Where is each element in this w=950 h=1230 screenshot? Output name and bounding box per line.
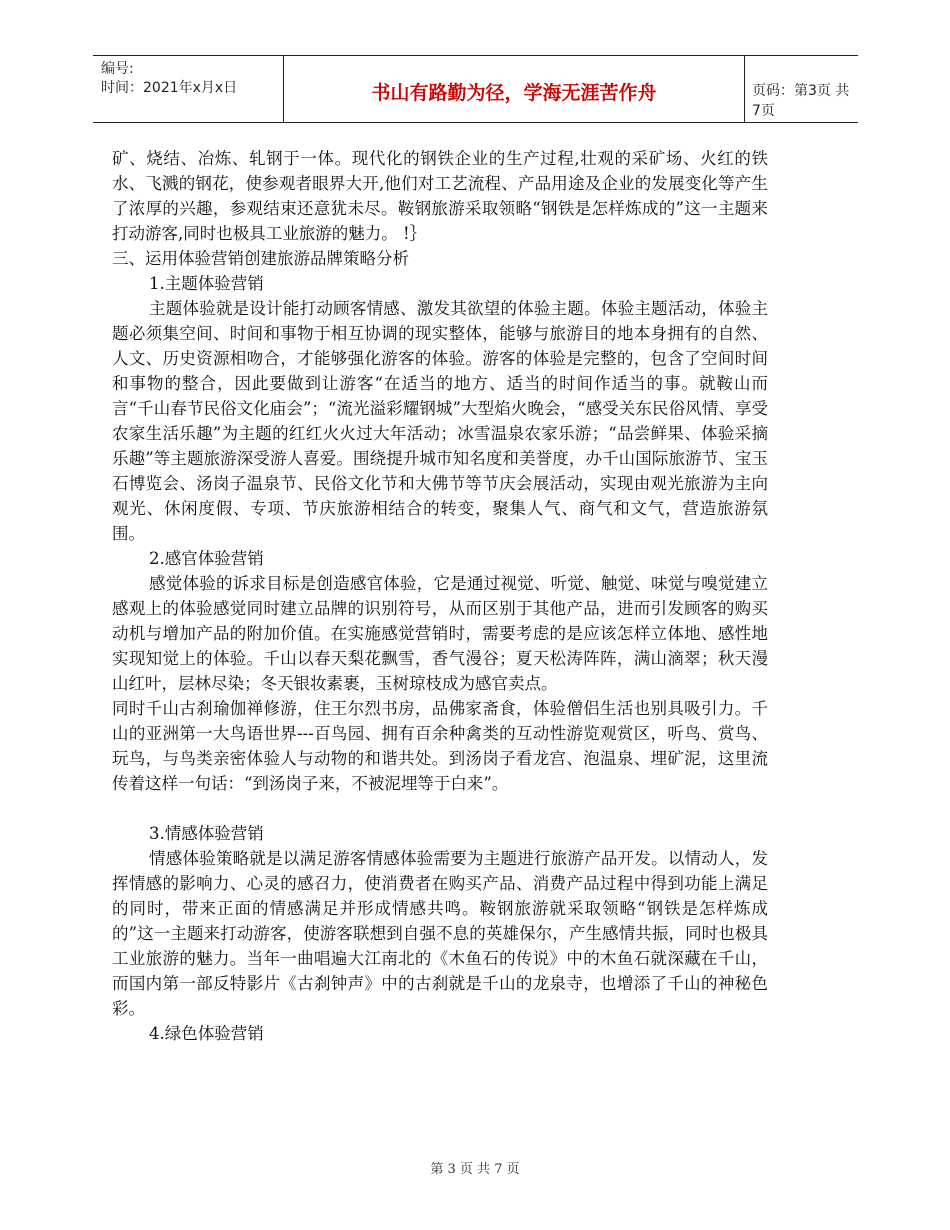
- subheading-green-experience: 4.绿色体验营销: [149, 1024, 264, 1043]
- page-footer: 第 3 页 共 7 页: [430, 1162, 520, 1177]
- paragraph-intro: 矿、烧结、冶炼、轧钢于一体。现代化的钢铁企业的生产过程,壮观的采矿场、火红的铁水、飞溅的钢花，使参观者眼界大开,他们对工艺流程、产品用途及企业的发展变化等产生了浓厚的兴趣，参观结束还意犹未尽。鞍钢旅游采取领略“钢铁是怎样炼成的”这一主题来打动游客,同时也极具工业旅游的魅力。 !｝: [112, 149, 768, 243]
- paragraph-sensory-experience: 感觉体验的诉求目标是创造感官体验，它是通过视觉、听觉、触觉、味觉与嗅觉建立感观上的体验感觉同时建立品牌的识别符号，从而区别于其他产品，进而引发顾客的购买动机与增加产品的附加价值。在实施感觉营销时，需要考虑的是应该怎样立体地、感性地实现知觉上的体验。千山以春天梨花飘雪，香气漫谷；夏天松涛阵阵，满山滴翠；秋天漫山红叶，层林尽染；冬天银妆素裹，玉树琼枝成为感官卖点。: [112, 574, 768, 693]
- header-page-number: 页码：第3页 共7页: [752, 83, 850, 119]
- subheading-sensory-experience: 2.感官体验营销: [149, 549, 264, 568]
- document-body: [112, 146, 768, 1046]
- header-meta-cell: [93, 56, 283, 122]
- paragraph-qianshan-temple: 同时千山古刹瑜伽禅修游，住王尔烈书房，品佛家斋食，体验僧侣生活也别具吸引力。千山的亚洲第一大鸟语世界---百鸟园、拥有百余种禽类的互动性游览观赏区，听鸟、赏鸟、玩鸟，与鸟类亲密体验人与动物的和谐共处。到汤岗子看龙宫、泡温泉、埋矿泥，这里流传着这样一句话：“到汤岗子来，不被泥埋等于白来”。: [112, 699, 768, 793]
- paragraph-emotional-experience: 情感体验策略就是以满足游客情感体验需要为主题进行旅游产品开发。以情动人，发挥情感的影响力、心灵的感召力，使消费者在购买产品、消费产品过程中得到功能上满足的同时，带来正面的情感满足并形成情感共鸣。鞍钢旅游就采取领略“钢铁是怎样炼成的”这一主题来打动游客，使游客联想到自强不息的英雄保尔，产生感情共振，同时也极具工业旅游的魅力。当年一曲唱遍大江南北的《木鱼石的传说》中的木鱼石就深藏在千山，而国内第一部反特影片《古刹钟声》中的古刹就是千山的龙泉寺，也增添了千山的神秘色彩。: [112, 849, 768, 1018]
- subheading-emotional-experience: 3.情感体验营销: [149, 824, 264, 843]
- paragraph-gap: [112, 796, 768, 821]
- section-heading: 三、运用体验营销创建旅游品牌策略分析: [112, 249, 409, 268]
- header-motto: 书山有路勤为径，学海无涯苦作舟: [371, 82, 657, 104]
- header-page-cell: [744, 56, 858, 122]
- header-motto-cell: [283, 56, 745, 122]
- subheading-theme-experience: 1.主题体验营销: [149, 274, 264, 293]
- document-number-label: 编号:: [101, 61, 134, 77]
- page-header: [93, 55, 858, 123]
- document-date-label: 时间：2021年x月x日: [101, 80, 238, 96]
- paragraph-theme-experience: 主题体验就是设计能打动顾客情感、激发其欲望的体验主题。体验主题活动，体验主题必须集空间、时间和事物于相互协调的现实整体，能够与旅游目的地本身拥有的自然、人文、历史资源相吻合，才能够强化游客的体验。游客的体验是完整的，包含了空间时间和事物的整合，因此要做到让游客“在适当的地方、适当的时间作适当的事。就鞍山而言“千山春节民俗文化庙会”；“流光溢彩耀钢城”大型焰火晚会，“感受关东民俗风情、享受农家生活乐趣”为主题的红红火火过大年活动；冰雪温泉农家乐游；“品尝鲜果、体验采摘乐趣”等主题旅游深受游人喜爱。围绕提升城市知名度和美誉度，办千山国际旅游节、宝玉石博览会、汤岗子温泉节、民俗文化节和大佛节等节庆会展活动，实现由观光旅游为主向观光、休闲度假、专项、节庆旅游相结合的转变，聚集人气、商气和文气，营造旅游氛围。: [112, 299, 768, 543]
